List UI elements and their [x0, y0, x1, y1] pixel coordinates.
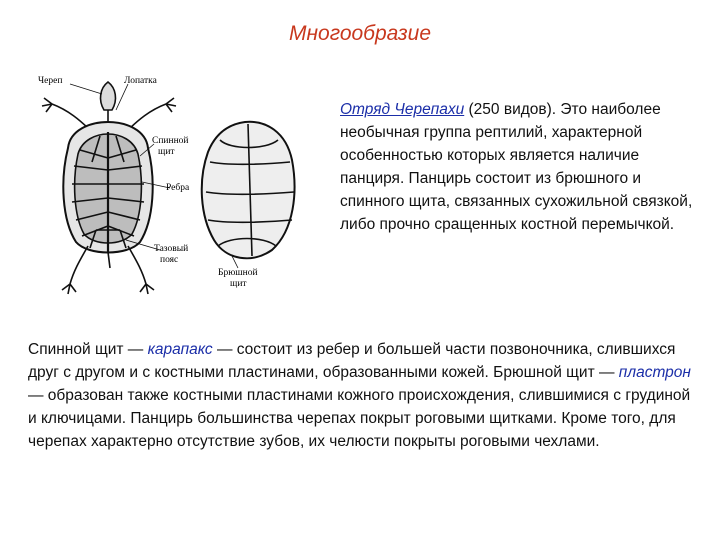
figure-label-carapace-line2: щит	[158, 147, 175, 157]
body-text-part2: — состоит из ребер и большей части позвоночника, слившихся друг с другом и с костными пластинами, образованными кожей. Брюшной щит —	[28, 341, 676, 381]
figure-label-pelvis-line1: Тазовый	[154, 244, 189, 254]
intro-paragraph	[340, 98, 700, 236]
page-title: Многообразие	[288, 22, 432, 45]
figure-label-skull: Череп	[38, 76, 63, 86]
order-turtles-link[interactable]: Отряд Черепахи	[340, 101, 465, 118]
body-paragraph	[28, 338, 698, 453]
figure-label-pelvis-line2: пояс	[160, 255, 179, 265]
figure-label-carapace-line1: Спинной	[152, 136, 189, 146]
term-carapace: карапакс	[147, 341, 213, 358]
body-text-part3: — образован также костными пластинами кожного происхождения, слившимися с грудиной и ключицами. Панцирь большинства черепах покрыт роговыми щитками. Кроме того, для черепах характерно отсутствие зубов, их челюсти покрыты роговыми чехлами.	[28, 387, 691, 450]
figure-label-ribs: Ребра	[166, 183, 190, 193]
intro-text: (250 видов). Это наиболее необычная группа рептилий, характерной особенностью которых является наличие панциря. Панцирь состоит из брюшного и спинного щита, связанных сухожильной связкой, либо прочно сращенных костной перемычкой.	[340, 101, 693, 233]
figure-label-plastron-line1: Брюшной	[218, 268, 258, 278]
turtle-skeleton-illustration	[30, 70, 330, 300]
figure-label-plastron-line2: щит	[230, 279, 247, 289]
figure-label-scapula: Лопатка	[124, 76, 157, 86]
term-plastron: пластрон	[618, 364, 691, 381]
body-text-part1: Спинной щит —	[28, 341, 148, 358]
